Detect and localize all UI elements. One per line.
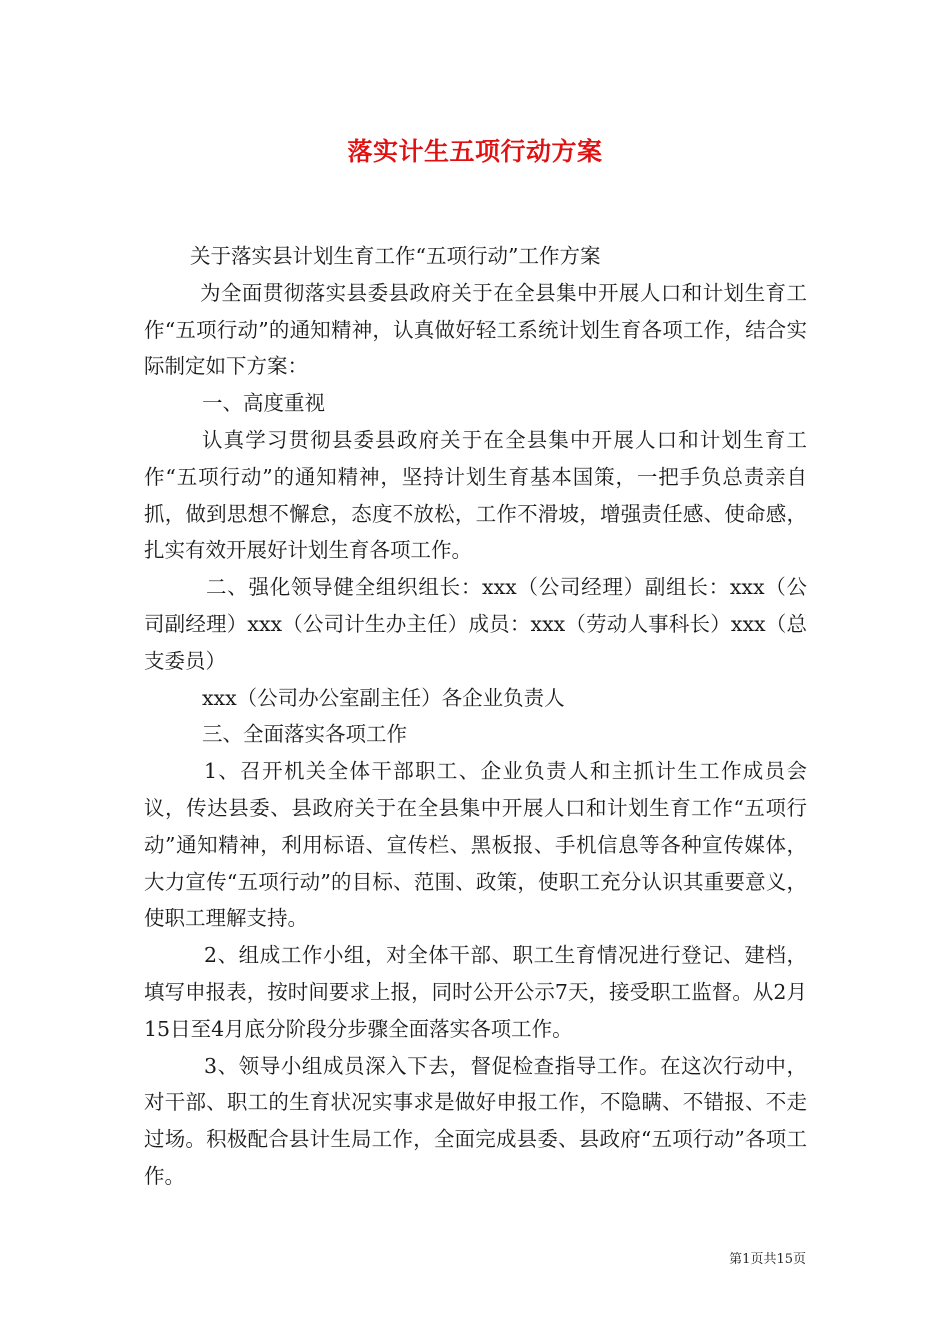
page-number: 第1页共15页 (729, 1252, 806, 1267)
paragraph-item-3: 3、领导小组成员深入下去，督促检查指导工作。在这次行动中，对干部、职工的生育状况实事求是做好申报工作，不隐瞒、不错报、不走过场。积极配合县计生局工作，全面完成县委、县政府“五项行动”各项工作。 (144, 1053, 807, 1188)
paragraph-item-2: 2、组成工作小组，对全体干部、职工生育情况进行登记、建档，填写申报表，按时间要求上报，同时公开公示7天，接受职工监督。从2月15日至4月底分阶段分步骤全面落实各项工作。 (144, 943, 807, 1041)
section-heading-3: 三、全面落实各项工作 (202, 722, 407, 747)
paragraph-intro: 为全面贯彻落实县委县政府关于在全县集中开展人口和计划生育工作“五项行动”的通知精神，认真做好轻工系统计划生育各项工作，结合实际制定如下方案： (144, 280, 807, 379)
document-title: 落实计生五项行动方案 (347, 137, 603, 166)
paragraph-section-2-cont: xxx（公司办公室副主任）各企业负责人 (202, 685, 565, 710)
document-body (144, 238, 807, 1195)
paragraph-section-1: 认真学习贯彻县委县政府关于在全县集中开展人口和计划生育工作“五项行动”的通知精神，坚持计划生育基本国策，一把手负总责亲自抓，做到思想不懈怠，态度不放松，工作不滑坡，增强责任感、使命感，扎实有效开展好计划生育各项工作。 (144, 427, 807, 563)
paragraph-item-1: 1、召开机关全体干部职工、企业负责人和主抓计生工作成员会议，传达县委、县政府关于在全县集中开展人口和计划生育工作“五项行动”通知精神，利用标语、宣传栏、黑板报、手机信息等各种宣传媒体，大力宣传“五项行动”的目标、范围、政策，使职工充分认识其重要意义，使职工理解支持。 (144, 759, 807, 931)
paragraph-heading: 关于落实县计划生育工作“五项行动”工作方案 (190, 244, 601, 268)
section-heading-1: 一、高度重视 (202, 391, 325, 416)
paragraph-section-2: 二、强化领导健全组织组长：xxx（公司经理）副组长：xxx（公司副经理）xxx（公司计生办主任）成员：xxx（劳动人事科长）xxx（总支委员） (144, 575, 807, 673)
